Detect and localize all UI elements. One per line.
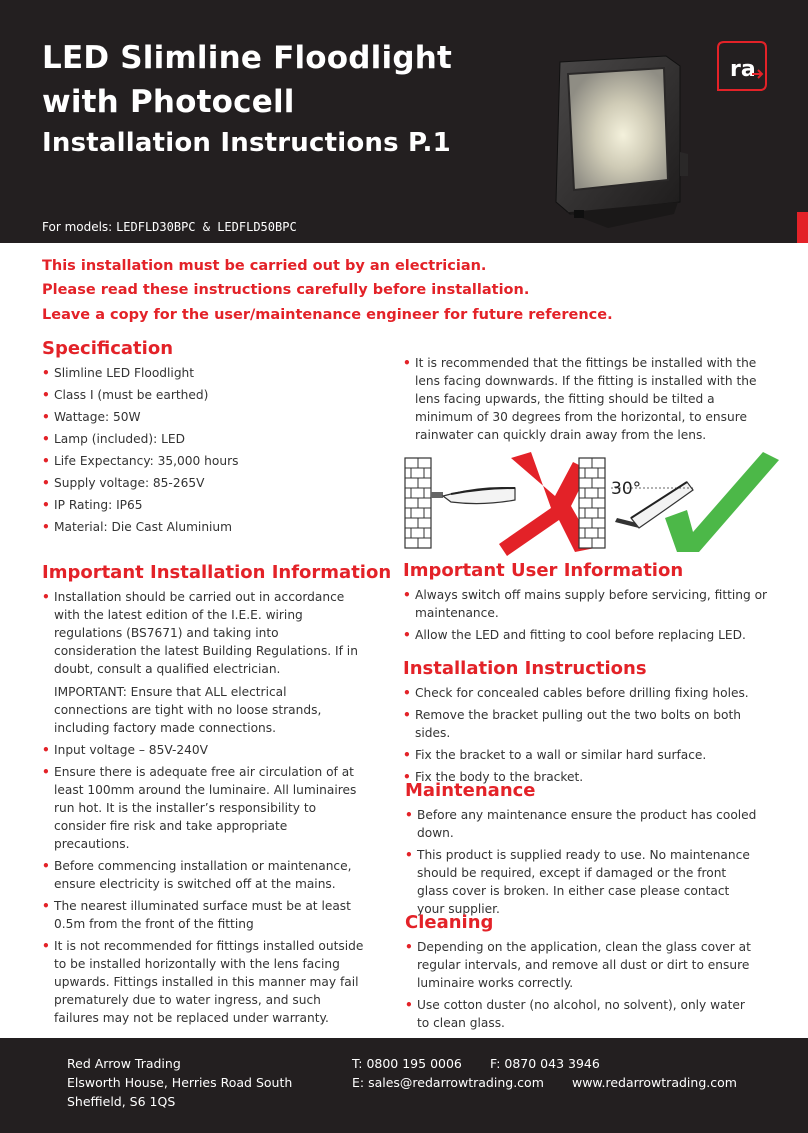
footer-company: Red Arrow Trading xyxy=(67,1056,181,1071)
list-item: • Slimline LED Floodlight xyxy=(42,366,195,380)
cleaning-heading: Cleaning xyxy=(405,912,494,933)
warning-leave-copy: Leave a copy for the user/maintenance engineer for future reference. xyxy=(42,307,613,323)
list-item: • The nearest illuminated surface must be at least 0.5m from the front of the fitting xyxy=(42,899,351,931)
models-value: LEDFLD30BPC & LEDFLD50BPC xyxy=(116,220,297,234)
list-item: • Fix the bracket to a wall or similar hard surface. xyxy=(403,748,707,762)
install-instructions-heading: Installation Instructions xyxy=(403,658,647,679)
models-prefix: For models: xyxy=(42,220,113,234)
angle-label: 30° xyxy=(611,479,642,499)
list-item: • It is recommended that the fittings be installed with the lens facing downwards. If the fitting is installed with the lens facing upwards, the fitting should be tilted a minimum of 30 degrees from the horizontal, to ensure rainwater can quickly drain away from the lens. xyxy=(403,356,757,442)
footer-tel: T: 0800 195 0006 xyxy=(352,1056,462,1071)
user-info-list xyxy=(403,586,775,648)
list-item: • Ensure there is adequate free air circulation of at least 100mm around the luminaire. All luminaires run hot. It is the installer’s responsibility to consider fire risk and take appropriate precautions. xyxy=(42,765,357,851)
logo-text: ra xyxy=(730,57,756,82)
footer-website[interactable]: www.redarrowtrading.com xyxy=(571,1075,737,1090)
list-item: • Material: Die Cast Aluminium xyxy=(42,520,233,534)
title-line-3: Installation Instructions P.1 xyxy=(42,128,451,158)
footer-address xyxy=(67,1054,292,1111)
list-item: • Before any maintenance ensure the product has cooled down. xyxy=(405,808,757,840)
models-line xyxy=(42,220,297,234)
cleaning-list xyxy=(405,938,760,1036)
maintenance-heading: Maintenance xyxy=(405,780,536,801)
user-info-heading: Important User Information xyxy=(403,560,684,581)
list-item: • Input voltage – 85V-240V xyxy=(42,743,208,757)
footer-address-line2: Sheffield, S6 1QS xyxy=(67,1094,176,1109)
list-item: • Installation should be carried out in accordance with the latest edition of the I.E.E. wiring regulations (BS7671) and taking into consideration the latest Building Regulations. If in doubt, consult a qualified electrician. xyxy=(42,590,358,676)
brick-wall-icon xyxy=(579,458,605,548)
title-line-1: LED Slimline Floodlight xyxy=(42,40,452,76)
list-item: • Supply voltage: 85-265V xyxy=(42,476,205,490)
specification-heading: Specification xyxy=(42,338,174,359)
specification-list xyxy=(42,364,372,540)
list-item: • It is not recommended for fittings installed outside to be installed horizontally with the lens facing upwards. Fittings installed in this manner may fail prematurely due to water ingress, and such failures may not be replaced under warranty. xyxy=(42,939,364,1025)
installation-info-list-b xyxy=(42,741,364,1031)
list-item: • Class I (must be earthed) xyxy=(42,388,209,402)
footer xyxy=(0,1038,808,1133)
check-icon xyxy=(665,452,779,552)
maintenance-list xyxy=(405,806,760,922)
important-note: IMPORTANT: Ensure that ALL electrical connections are tight with no loose strands, including factory made connections. xyxy=(54,685,322,735)
list-item: • Fix the body to the bracket. xyxy=(403,770,584,784)
header-banner xyxy=(0,0,808,243)
orientation-list xyxy=(403,354,775,448)
footer-contact xyxy=(352,1054,737,1092)
orientation-diagram xyxy=(403,448,793,558)
horizontal-fitting-icon xyxy=(431,488,515,504)
warning-electrician: This installation must be carried out by an electrician. xyxy=(42,258,487,274)
install-instructions-list xyxy=(403,684,775,790)
footer-fax: F: 0870 043 3946 xyxy=(489,1056,600,1071)
title-line-2: with Photocell xyxy=(42,84,295,120)
company-logo xyxy=(716,40,768,92)
footer-email[interactable]: E: sales@redarrowtrading.com xyxy=(352,1075,544,1090)
list-item: • This product is supplied ready to use. No maintenance should be required, except if damaged or the front glass cover is broken. In either case please contact your supplier. xyxy=(405,848,750,916)
list-item: • Lamp (included): LED xyxy=(42,432,185,446)
list-item: • IP Rating: IP65 xyxy=(42,498,143,512)
warning-read-instructions: Please read these instructions carefully before installation. xyxy=(42,282,530,298)
footer-address-line1: Elsworth House, Herries Road South xyxy=(67,1075,293,1090)
installation-info-list-a xyxy=(42,588,364,682)
brick-wall-icon xyxy=(405,458,431,548)
floodlight-product-image xyxy=(548,52,690,234)
list-item: • Use cotton duster (no alcohol, no solvent), only water to clean glass. xyxy=(405,998,745,1030)
list-item: • Check for concealed cables before drilling fixing holes. xyxy=(403,686,749,700)
list-item: • Life Expectancy: 35,000 hours xyxy=(42,454,239,468)
installation-info-heading: Important Installation Information xyxy=(42,562,392,583)
list-item: • Remove the bracket pulling out the two bolts on both sides. xyxy=(403,708,741,740)
list-item: • Allow the LED and fitting to cool before replacing LED. xyxy=(403,628,746,642)
list-item: • Before commencing installation or maintenance, ensure electricity is switched off at the mains. xyxy=(42,859,352,891)
list-item: • Wattage: 50W xyxy=(42,410,141,424)
list-item: • Depending on the application, clean the glass cover at regular intervals, and remove all dust or dirt to ensure luminaire works correctly. xyxy=(405,940,751,990)
list-item: • Always switch off mains supply before servicing, fitting or maintenance. xyxy=(403,588,768,620)
header-accent-bar xyxy=(797,212,808,243)
